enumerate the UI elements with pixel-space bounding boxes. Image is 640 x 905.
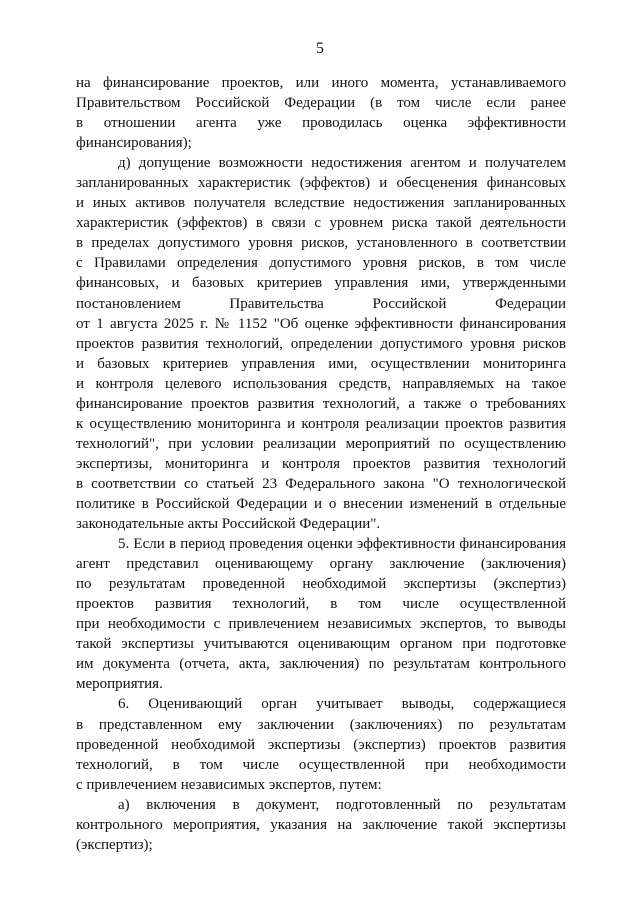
- text-line: контрольного мероприятия, указания на заключение такой экспертизы: [76, 816, 566, 833]
- text-line: с привлечением независимых экспертов, путем:: [76, 776, 382, 793]
- text-line: мероприятия.: [76, 676, 163, 693]
- text-line: 6. Оценивающий орган учитывает выводы, содержащиеся: [118, 696, 566, 713]
- text-line: агент представил оценивающему органу заключение (заключения): [76, 556, 566, 573]
- text-line: финансирование проектов развития технологий, а также о требованиях: [76, 395, 566, 412]
- text-line: а) включения в документ, подготовленный по результатам: [118, 796, 566, 813]
- text-line: в соответствии со статьей 23 Федерального закона "О технологической: [76, 475, 566, 492]
- text-line: и иных активов получателя вследствие недостижения запланированных: [76, 195, 566, 212]
- text-line: такой экспертизы учитываются оценивающим органом при подготовке: [76, 636, 566, 653]
- text-line: при необходимости с привлечением независимых экспертов, то выводы: [76, 616, 566, 633]
- text-line: д) допущение возможности недостижения агентом и получателем: [118, 155, 566, 172]
- text-line: законодательные акты Российской Федерации".: [76, 516, 381, 533]
- text-line: Правительством Российской Федерации (в том числе если ранее: [76, 95, 566, 112]
- text-line: в пределах допустимого уровня рисков, установленного в соответствии: [76, 235, 566, 252]
- text-line: проведенной необходимой экспертизы (экспертиз) проектов развития: [76, 736, 566, 753]
- text-line: им документа (отчета, акта, заключения) по результатам контрольного: [76, 656, 566, 673]
- text-line: к осуществлению мониторинга и контроля реализации проектов развития: [76, 415, 566, 432]
- text-line: проектов развития технологий, в том числе осуществленной: [76, 596, 566, 613]
- text-line: по результатам проведенной необходимой экспертизы (экспертиз): [76, 576, 566, 593]
- text-line: финансовых, и базовых критериев управления ими, утвержденными: [76, 275, 566, 292]
- text-line: и контроля целевого использования средств, направляемых на такое: [76, 375, 566, 392]
- text-line: технологий, в том числе осуществленной при необходимости: [76, 756, 566, 773]
- text-line: (экспертиз);: [76, 836, 153, 853]
- page-number: 5: [316, 40, 324, 57]
- text-line: и базовых критериев управления ими, осуществлении мониторинга: [76, 355, 566, 372]
- text-line: постановлением Правительства Российской Федерации: [76, 295, 566, 312]
- text-line: в отношении агента уже проводилась оценка эффективности: [76, 115, 566, 132]
- text-line: характеристик (эффектов) в связи с уровнем риска такой деятельности: [76, 215, 566, 232]
- text-line: 5. Если в период проведения оценки эффективности финансирования: [118, 536, 566, 553]
- text-line: проектов развития технологий, определении допустимого уровня рисков: [76, 335, 566, 352]
- text-line: на финансирование проектов, или иного момента, устанавливаемого: [76, 75, 566, 91]
- text-line: технологий", при условии реализации мероприятий по осуществлению: [76, 435, 566, 452]
- text-line: политике в Российской Федерации и о внесении изменений в отдельные: [76, 495, 566, 512]
- text-line: финансирования);: [76, 135, 192, 152]
- document-body: [76, 73, 566, 855]
- text-line: от 1 августа 2025 г. № 1152 "Об оценке эффективности финансирования: [76, 315, 566, 332]
- text-line: с Правилами определения допустимого уровня рисков, в том числе: [76, 255, 566, 272]
- text-line: экспертизы, мониторинга и контроля проектов развития технологий: [76, 455, 566, 472]
- text-line: запланированных характеристик (эффектов) и обесценения финансовых: [76, 175, 566, 192]
- text-line: в представленном ему заключении (заключениях) по результатам: [76, 716, 566, 733]
